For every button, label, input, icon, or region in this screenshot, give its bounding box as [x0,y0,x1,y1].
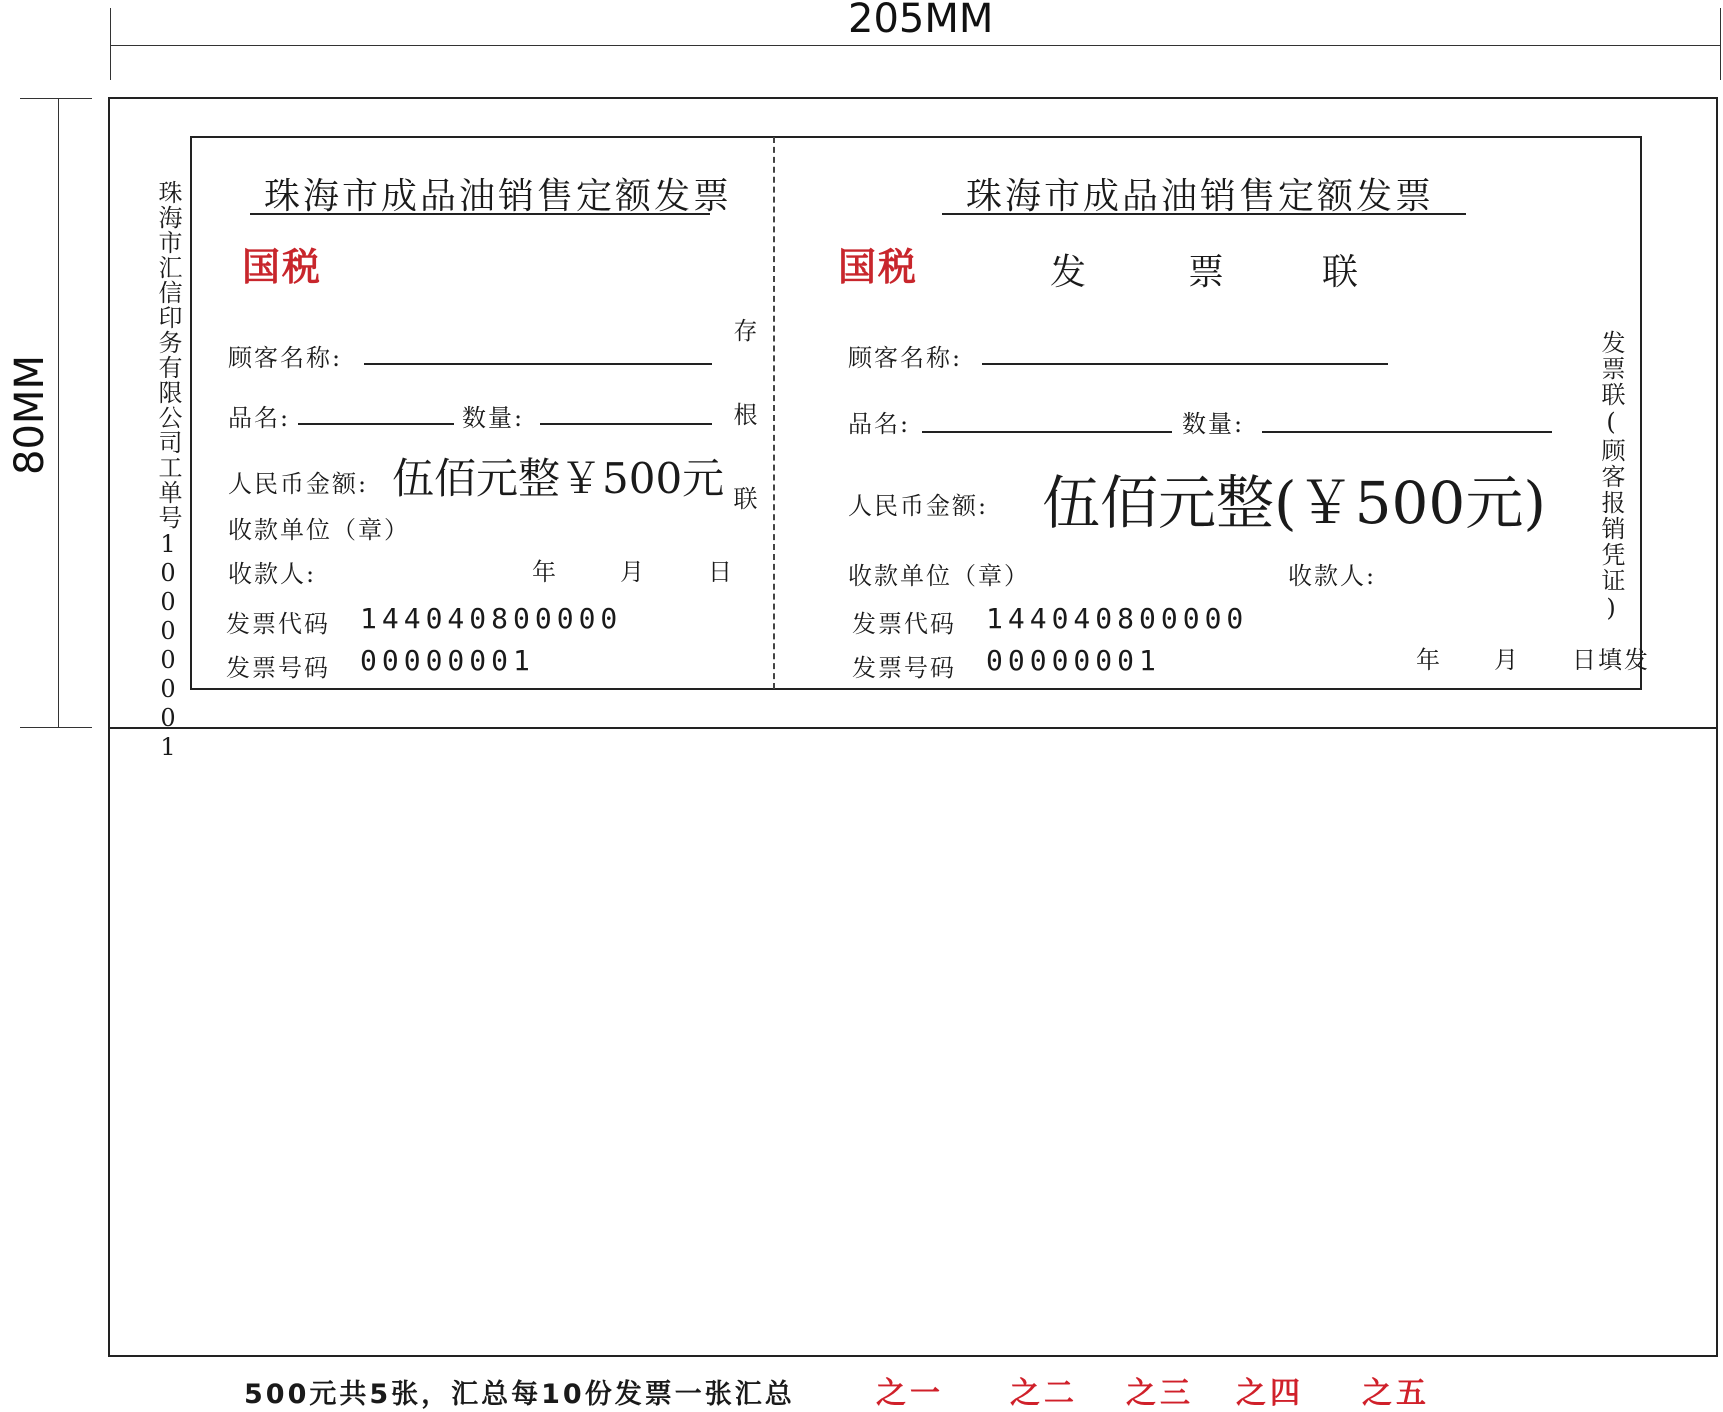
invoice-product-label: 品名: [848,410,911,438]
invoice-product-line [922,431,1172,433]
perforation-line [773,137,775,689]
stub-payee-label: 收款人: [228,560,317,588]
invoice-quantity-line [1262,431,1552,433]
height-dimension-tick-top [20,98,92,99]
invoice-date-label: 年 月 日填发 [1416,646,1650,674]
stub-date-day: 日 [708,558,734,586]
footer-part-2: 之二 [1010,1376,1078,1411]
invoice-copy-name-2: 票 [1188,252,1225,293]
footer-part-5: 之五 [1362,1376,1430,1411]
stub-amount-value: 伍佰元整￥500元 [392,454,725,503]
invoice-copy-name-3: 联 [1322,252,1359,293]
stub-product-label: 品名: [228,404,291,432]
invoice-number-label: 发票号码 [852,654,956,682]
invoice-title-underline [942,213,1466,215]
height-dimension-line [58,98,59,728]
stub-side-label: 存根联 [729,318,757,570]
footer-part-3: 之三 [1126,1376,1194,1411]
invoice-copy-name-1: 发 [1050,252,1087,293]
width-dimension-label: 205MM [848,0,994,42]
invoice-customer-label: 顾客名称: [848,344,963,372]
width-dimension-tick-right [1720,8,1721,80]
invoice-amount-label: 人民币金额: [848,492,989,520]
sheet-divider [108,727,1718,729]
height-dimension-label: 80MM [7,355,53,475]
stub-product-line [298,423,454,425]
invoice-seal: 国税 [838,245,919,289]
stub-number-label: 发票号码 [226,654,330,682]
invoice-title: 珠海市成品油销售定额发票 [966,176,1435,217]
stub-date-month: 月 [620,558,646,586]
stub-payee-unit-label: 收款单位（章） [228,516,410,544]
stub-code-label: 发票代码 [226,610,330,638]
height-dimension-tick-bottom [20,727,92,728]
footer-note: 500元共5张，汇总每10份发票一张汇总 [244,1379,795,1410]
invoice-quantity-label: 数量: [1182,410,1245,438]
printer-info: 珠海市汇信印务有限公司工单号10000001 [154,180,182,762]
stub-number-value: 00000001 [360,644,535,677]
width-dimension-line [110,45,1720,46]
stub-customer-line [364,363,712,365]
invoice-code-value: 144040800000 [986,602,1249,635]
invoice-number-value: 00000001 [986,644,1161,677]
width-dimension-tick-left [110,8,111,80]
stub-title-underline [250,213,710,215]
stub-code-value: 144040800000 [360,602,623,635]
stub-customer-label: 顾客名称: [228,344,343,372]
invoice-customer-line [982,363,1388,365]
invoice-payee-label: 收款人: [1288,562,1377,590]
invoice-amount-value: 伍佰元整(￥500元) [1042,469,1546,537]
invoice-payee-unit-label: 收款单位（章） [848,562,1030,590]
stub-seal: 国税 [242,245,323,289]
stub-title: 珠海市成品油销售定额发票 [264,176,733,217]
footer-part-1: 之一 [876,1376,944,1411]
stub-date-year: 年 [532,558,558,586]
footer-part-4: 之四 [1236,1376,1304,1411]
stub-quantity-line [540,423,712,425]
stub-amount-label: 人民币金额: [228,470,369,498]
invoice-side-label: 发票联(顾客报销凭证) [1597,330,1625,624]
stub-quantity-label: 数量: [462,404,525,432]
invoice-code-label: 发票代码 [852,610,956,638]
